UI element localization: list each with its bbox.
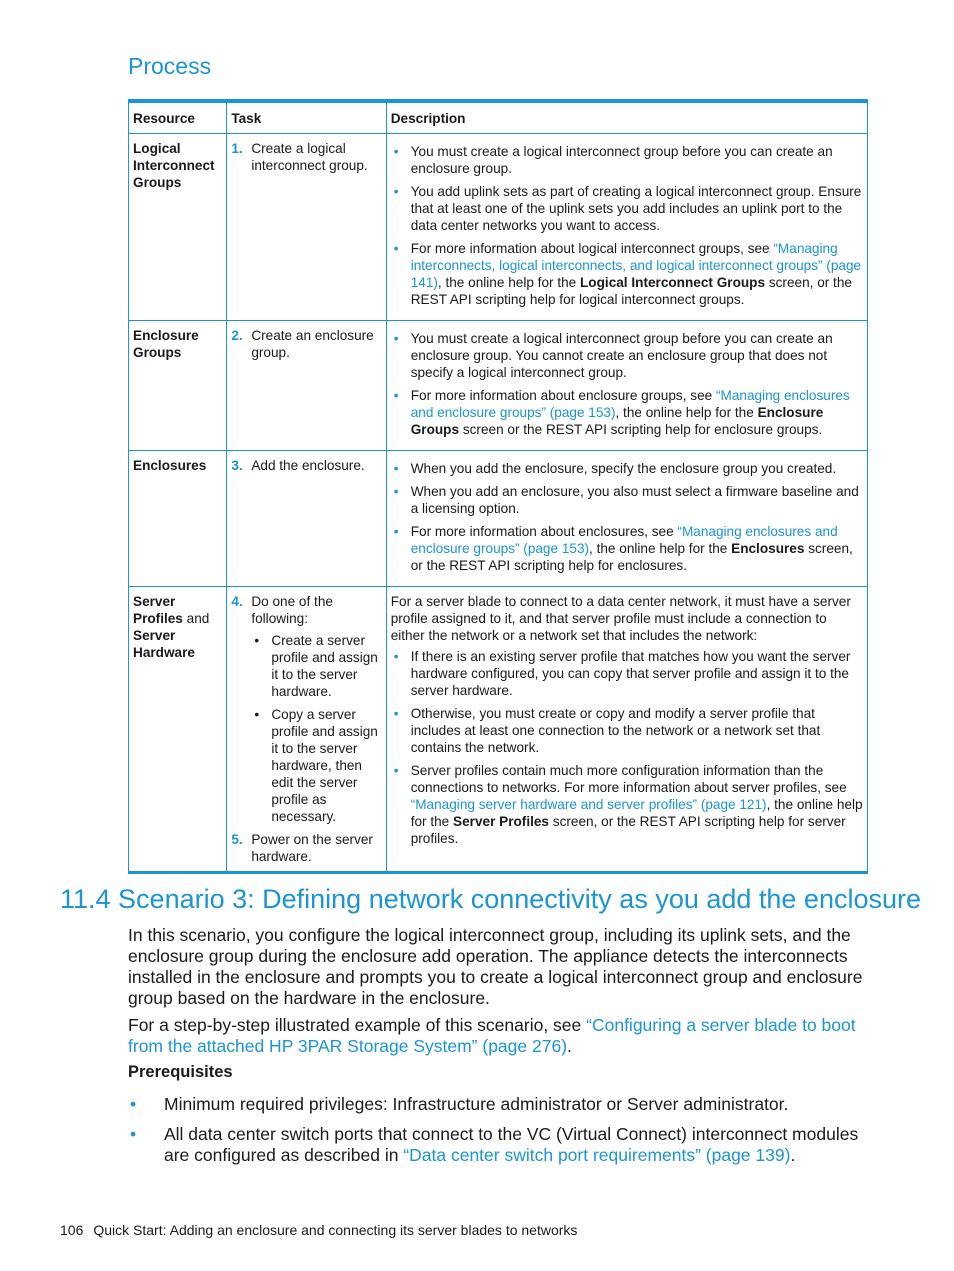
prerequisites-heading: Prerequisites	[128, 1063, 233, 1081]
list-item: • For more information about logical interconnect groups, see “Managing interconnects, logical interconnects, and logical interconnect groups” (page 141), the online help for the Logical Interconnect Groups screen, or the REST API scripting help for logical interconnect groups.	[391, 240, 863, 308]
list-item: • For more information about enclosures, see “Managing enclosures and enclosure groups” (page 153), the online help for the Enclosures screen, or the REST API scripting help for enclosures.	[391, 523, 863, 574]
link-configuring-server-blade[interactable]: “Configuring a server blade to boot from the attached HP 3PAR Storage System” (page 276)	[128, 1015, 856, 1056]
resource-cell: Enclosure Groups	[129, 321, 227, 451]
scenario-paragraph: In this scenario, you configure the logical interconnect group, including its uplink sets, and the enclosure group during the enclosure add operation. The appliance detects the interconnects installed in the enclosure and prompts you to create a logical interconnect group and enclosure group based on the hardware in the enclosure.	[128, 925, 863, 1008]
description-cell	[386, 321, 867, 451]
page-footer	[60, 1222, 577, 1238]
list-item: • Minimum required privileges: Infrastructure administrator or Server administrator.	[128, 1094, 870, 1115]
list-item: • If there is an existing server profile that matches how you want the server hardware configured, you can copy that server profile and assign it to the server hardware.	[391, 648, 863, 699]
task-step: 3. Add the enclosure.	[231, 458, 365, 473]
table-row	[129, 321, 868, 451]
footer-title: Quick Start: Adding an enclosure and connecting its server blades to networks	[93, 1222, 578, 1238]
description-cell	[386, 587, 867, 873]
table-row	[129, 451, 868, 587]
list-item: • You must create a logical interconnect group before you can create an enclosure group. You cannot create an enclosure group that does not specify a logical interconnect group.	[391, 330, 863, 381]
task-cell	[227, 134, 386, 321]
list-item: • Otherwise, you must create or copy and modify a server profile that includes at least one connection to the network or a network set that contains the network.	[391, 705, 863, 756]
list-item: • Copy a server profile and assign it to the server hardware, then edit the server profile as necessary.	[251, 706, 381, 825]
table-header-row	[129, 101, 868, 134]
header-task: Task	[227, 101, 386, 134]
resource-cell: Logical Interconnect Groups	[129, 134, 227, 321]
process-heading: Process	[128, 53, 212, 79]
list-item: • All data center switch ports that connect to the VC (Virtual Connect) interconnect modules are configured as described in “Data center switch port requirements” (page 139).	[128, 1124, 870, 1166]
list-item: • Create a server profile and assign it to the server hardware.	[251, 632, 381, 700]
list-item: • You must create a logical interconnect group before you can create an enclosure group.	[391, 143, 863, 177]
list-item: • When you add an enclosure, you also must select a firmware baseline and a licensing option.	[391, 483, 863, 517]
process-table	[128, 99, 868, 874]
link-managing-interconnects[interactable]: “Managing interconnects, logical interconnects, and logical interconnect groups” (page 141)	[410, 241, 862, 290]
link-managing-enclosures[interactable]: “Managing enclosures and enclosure groups” (page 153)	[410, 524, 838, 556]
list-item: • For more information about enclosure groups, see “Managing enclosures and enclosure groups” (page 153), the online help for the Enclosure Groups screen or the REST API scripting help for enclosure groups.	[391, 387, 863, 438]
task-step: 4. Do one of the following: • Create a server profile and assign it to the server hardware. • Copy a server profile and assign it to the server hardware, then edit the server profile as necessary.	[231, 593, 381, 825]
page-number: 106	[60, 1222, 84, 1238]
task-cell	[227, 321, 386, 451]
header-resource: Resource	[129, 101, 227, 134]
link-switch-port-requirements[interactable]: “Data center switch port requirements” (page 139)	[403, 1145, 791, 1165]
prerequisites-list	[128, 1094, 870, 1175]
task-step: 2. Create an enclosure group.	[231, 328, 374, 360]
link-managing-enclosures[interactable]: “Managing enclosures and enclosure groups” (page 153)	[410, 388, 850, 420]
task-step: 1. Create a logical interconnect group.	[231, 141, 368, 173]
resource-cell: Server Profiles and Server Hardware	[129, 587, 227, 873]
list-item: • You add uplink sets as part of creating a logical interconnect group. Ensure that at least one of the uplink sets you add includes an uplink port to the data center networks you want to access.	[391, 183, 863, 234]
list-item: • When you add the enclosure, specify the enclosure group you created.	[391, 460, 863, 477]
link-managing-server-hardware[interactable]: “Managing server hardware and server profiles” (page 121)	[410, 797, 767, 812]
task-cell	[227, 451, 386, 587]
task-step: 5. Power on the server hardware.	[231, 832, 373, 864]
description-cell	[386, 134, 867, 321]
header-description: Description	[386, 101, 867, 134]
section-heading: 11.4 Scenario 3: Defining network connectivity as you add the enclosure	[60, 884, 922, 914]
table-row	[129, 134, 868, 321]
description-cell	[386, 451, 867, 587]
task-cell	[227, 587, 386, 873]
table-row	[129, 587, 868, 873]
resource-cell: Enclosures	[129, 451, 227, 587]
description-intro: For a server blade to connect to a data center network, it must have a server profile assigned to it, and that server profile must include a connection to either the network or a network set that includes the network:	[390, 594, 851, 643]
list-item: • Server profiles contain much more configuration information than the connections to networks. For more information about server profiles, see “Managing server hardware and server profiles” (page 121), the online help for the Server Profiles screen, or the REST API scripting help for server profiles.	[391, 762, 863, 847]
example-paragraph: For a step-by-step illustrated example of this scenario, see “Configuring a server blade to boot from the attached HP 3PAR Storage System” (page 276).	[128, 1015, 856, 1056]
